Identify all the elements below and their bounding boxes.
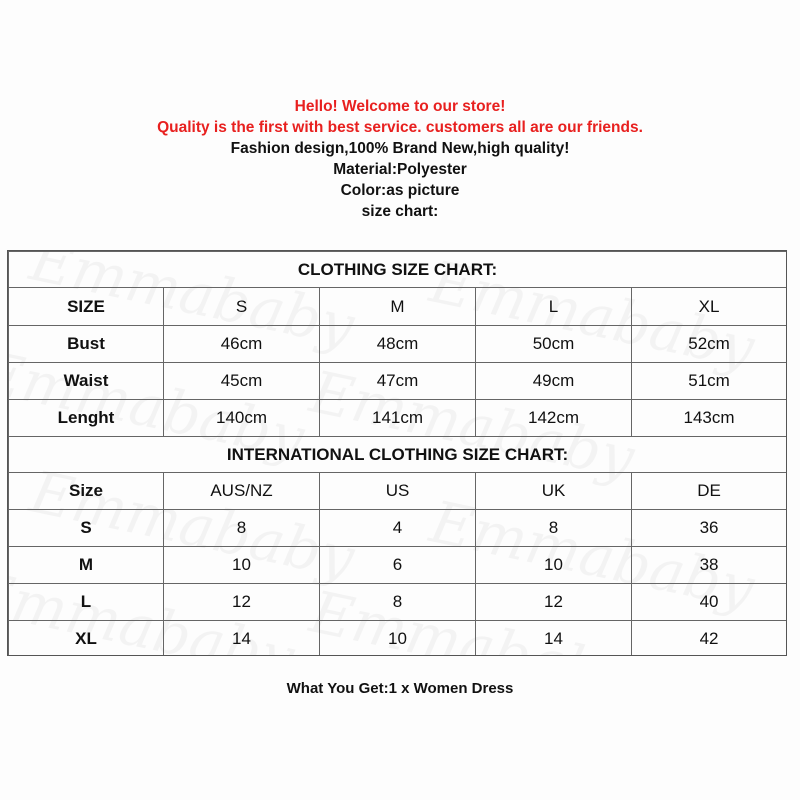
table-cell: AUS/NZ <box>164 473 320 510</box>
table-cell: DE <box>632 473 787 510</box>
table-cell: US <box>320 473 476 510</box>
table-cell: 142cm <box>476 400 632 437</box>
table-cell: M <box>320 288 476 326</box>
table-cell: 48cm <box>320 326 476 363</box>
color-text: Color:as picture <box>340 182 460 199</box>
material-text: Material:Polyester <box>333 161 467 178</box>
table-cell: 42 <box>632 621 787 657</box>
row-label: S <box>9 510 164 547</box>
row-label: SIZE <box>9 288 164 326</box>
table-cell: 46cm <box>164 326 320 363</box>
table-row <box>9 326 787 363</box>
table-cell: UK <box>476 473 632 510</box>
table-cell: 10 <box>164 547 320 584</box>
store-intro <box>0 96 800 222</box>
table-cell: 10 <box>320 621 476 657</box>
table-cell: 143cm <box>632 400 787 437</box>
table-cell: 6 <box>320 547 476 584</box>
international-chart-title-text: INTERNATIONAL CLOTHING SIZE CHART: <box>9 437 787 473</box>
table-cell: 8 <box>476 510 632 547</box>
table-cell: 8 <box>164 510 320 547</box>
clothing-chart-title-text: CLOTHING SIZE CHART: <box>9 252 787 288</box>
table-row <box>9 584 787 621</box>
quality-text: Quality is the first with best service. customers all are our friends. <box>157 119 643 136</box>
table-row <box>9 363 787 400</box>
size-chart-label: size chart: <box>361 203 439 220</box>
table-cell: 12 <box>476 584 632 621</box>
table-cell: 141cm <box>320 400 476 437</box>
row-label: M <box>9 547 164 584</box>
table-cell: 14 <box>164 621 320 657</box>
table-cell: 4 <box>320 510 476 547</box>
table-row <box>9 510 787 547</box>
international-chart-title <box>9 437 787 473</box>
table-cell: 49cm <box>476 363 632 400</box>
table-cell: XL <box>632 288 787 326</box>
table-cell: 50cm <box>476 326 632 363</box>
table-row <box>9 547 787 584</box>
size-chart <box>7 250 787 656</box>
table-cell: 10 <box>476 547 632 584</box>
row-label: Bust <box>9 326 164 363</box>
fashion-text: Fashion design,100% Brand New,high quality! <box>230 140 570 157</box>
table-cell: 12 <box>164 584 320 621</box>
table-cell: 47cm <box>320 363 476 400</box>
row-label: Size <box>9 473 164 510</box>
row-label: L <box>9 584 164 621</box>
size-table <box>8 251 787 656</box>
table-cell: 140cm <box>164 400 320 437</box>
table-cell: 36 <box>632 510 787 547</box>
row-label: XL <box>9 621 164 657</box>
row-label: Lenght <box>9 400 164 437</box>
table-cell: 51cm <box>632 363 787 400</box>
table-cell: 8 <box>320 584 476 621</box>
table-cell: 38 <box>632 547 787 584</box>
table-row <box>9 621 787 657</box>
table-cell: 14 <box>476 621 632 657</box>
table-cell: L <box>476 288 632 326</box>
row-label: Waist <box>9 363 164 400</box>
table-cell: 45cm <box>164 363 320 400</box>
table-cell: 40 <box>632 584 787 621</box>
welcome-text: Hello! Welcome to our store! <box>294 98 506 115</box>
table-cell: S <box>164 288 320 326</box>
clothing-chart-title <box>9 252 787 288</box>
table-row <box>9 400 787 437</box>
table-header-row <box>9 473 787 510</box>
table-header-row <box>9 288 787 326</box>
table-cell: 52cm <box>632 326 787 363</box>
whats-included-text: What You Get:1 x Women Dress <box>286 680 514 697</box>
